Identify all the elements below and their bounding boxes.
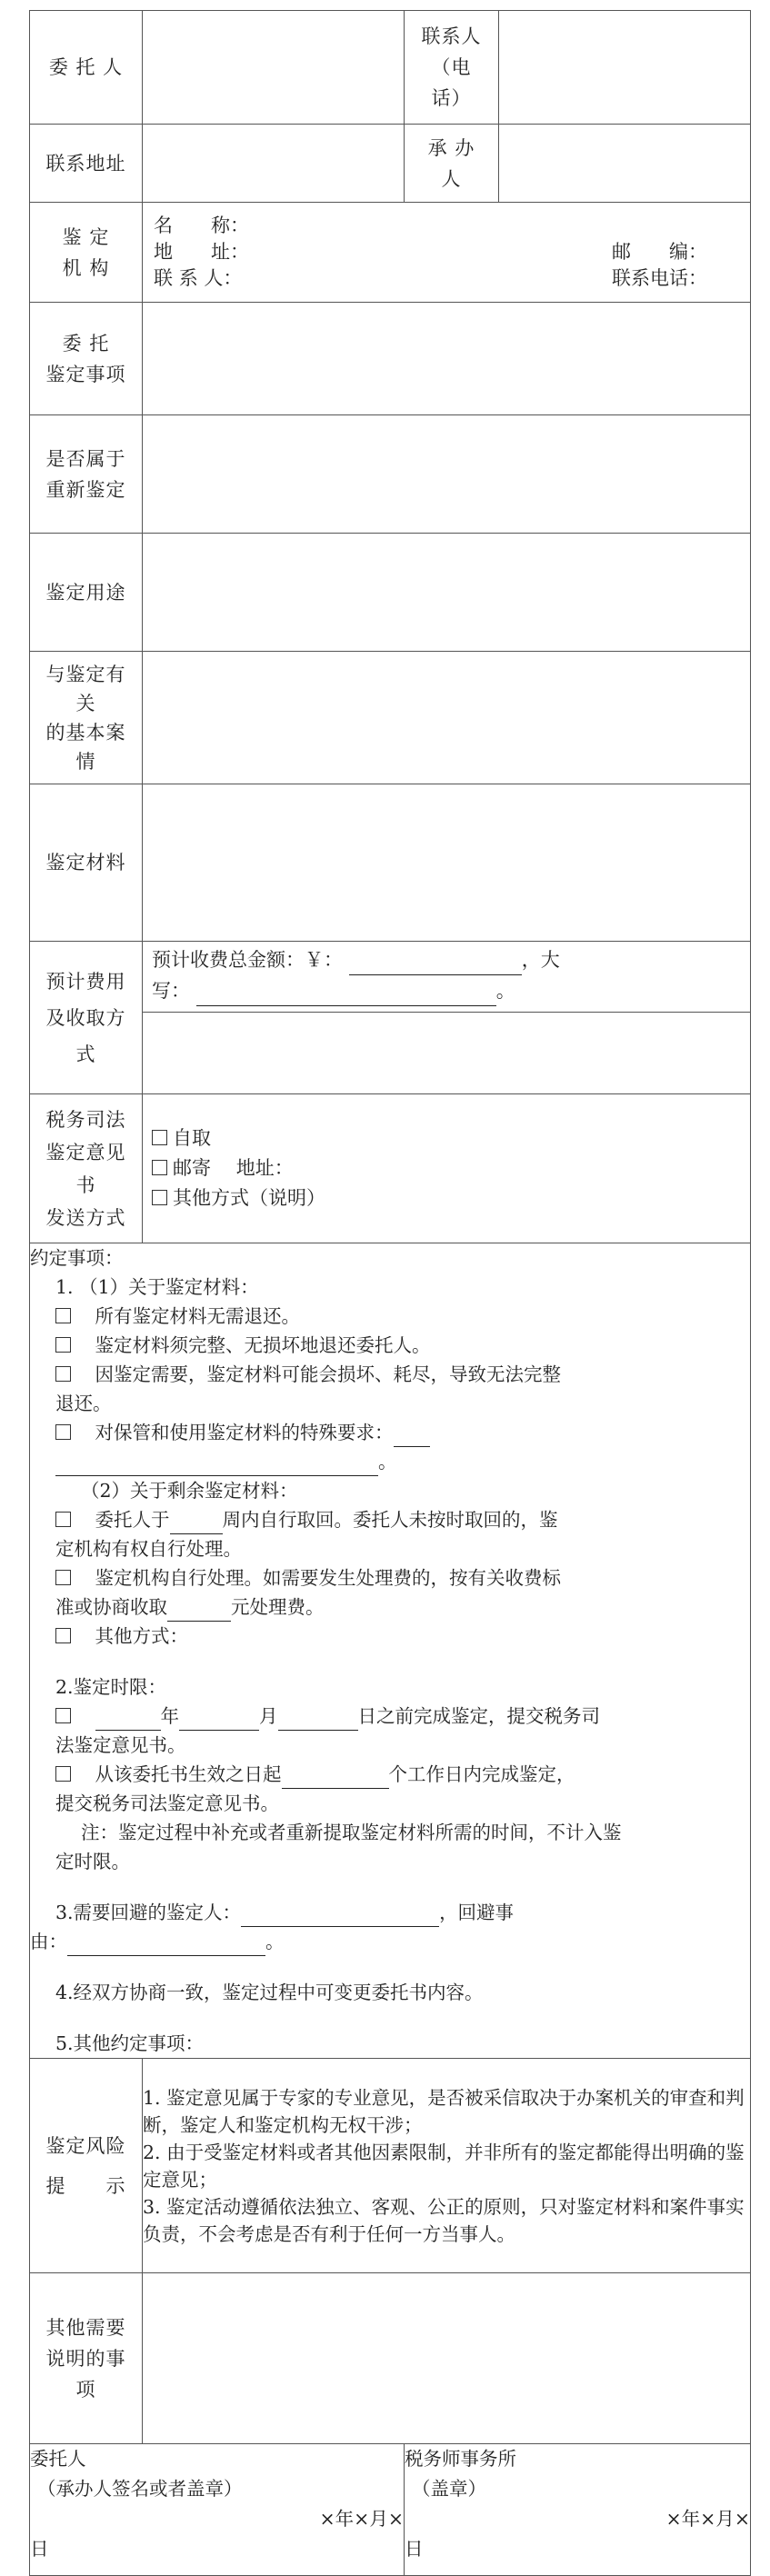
client-field[interactable] — [143, 11, 405, 125]
checkbox[interactable] — [55, 1308, 71, 1323]
deadline-year-field[interactable] — [95, 1708, 161, 1731]
delivery-option-other[interactable]: 其他方式（说明） — [152, 1183, 741, 1213]
signature-row — [30, 2444, 751, 2576]
agreement-row — [30, 1243, 751, 2059]
org-contact: 联 系 人： — [154, 267, 243, 289]
client-row — [30, 11, 751, 125]
fee-amount-field[interactable] — [349, 953, 522, 975]
purpose-label: 鉴定用途 — [30, 534, 143, 652]
org-label: 鉴 定 机 构 — [30, 203, 143, 303]
deadline-day-field[interactable] — [278, 1708, 358, 1731]
address-row — [30, 125, 751, 203]
org-phone: 联系电话： — [612, 267, 708, 289]
delivery-option-mail[interactable]: 邮寄 地址： — [152, 1153, 741, 1183]
handler-field[interactable] — [499, 125, 751, 203]
firm-signature: 税务师事务所 （盖章） ×年×月× 日 — [405, 2444, 751, 2576]
agreement-title: 约定事项： — [30, 1247, 124, 1269]
special-requirement-field-2[interactable] — [55, 1453, 378, 1476]
org-row — [30, 203, 751, 303]
other-notes-row — [30, 2273, 751, 2444]
contact-label: 联系人 （电 话） — [405, 11, 499, 125]
entrustment-form — [29, 10, 751, 2576]
org-postcode: 邮 编： — [612, 241, 708, 263]
checkbox[interactable] — [152, 1190, 167, 1205]
org-address: 地 址： — [154, 241, 250, 263]
agreement-section: 约定事项： 1. （1）关于鉴定材料： 所有鉴定材料无需退还。 鉴定材料须完整、无损坏地退还委托人。 因鉴定需要，鉴定材料可能会损坏、耗尽，导致无法完整 退还。 对保管和使用鉴定材料的特殊要求： 。 （2）关于剩余鉴定材料： 委托人于 周内自行取回。委托人未按时取回的，鉴 定机构有权自行处理。 鉴定机构自行处理。如需要发生处理费的，按有关收费标 准或协商收取 元处理费。 其他方式： 2.鉴定时限： 年 月 日之前完成鉴定，提交税务司 法鉴定意见书。 从该委托书生效之日起 个工作日内完成鉴定， 提交税务司法鉴定意见书。 注：鉴定过程中补充或者重新提取鉴定材料所需的时间，不计入鉴 定时限。 3.需要回避的鉴定人： ，回避事 由： 。 4.经双方协商一致，鉴定过程中可变更委托书内容。 5.其他约定事项： — [30, 1243, 751, 2059]
risk-row — [30, 2059, 751, 2273]
checkbox[interactable] — [55, 1708, 71, 1723]
address-field[interactable] — [143, 125, 405, 203]
entrusted-matter-field[interactable] — [143, 303, 751, 415]
checkbox[interactable] — [152, 1160, 167, 1175]
checkbox[interactable] — [55, 1512, 71, 1527]
case-info-label: 与鉴定有 关 的基本案 情 — [30, 652, 143, 784]
checkbox[interactable] — [55, 1366, 71, 1382]
risk-label: 鉴定风险 提 示 — [30, 2059, 143, 2273]
handler-label: 承 办 人 — [405, 125, 499, 203]
address-label: 联系地址 — [30, 125, 143, 203]
delivery-label: 税务司法 鉴定意见 书 发送方式 — [30, 1094, 143, 1243]
delivery-options — [143, 1094, 751, 1243]
client-label: 委 托 人 — [30, 11, 143, 125]
other-notes-field[interactable] — [143, 2273, 751, 2444]
client-signature: 委托人 （承办人签名或者盖章） ×年×月× 日 — [30, 2444, 405, 2576]
delivery-option-pickup[interactable]: 自取 — [152, 1123, 741, 1153]
re-appraisal-row — [30, 415, 751, 534]
purpose-field[interactable] — [143, 534, 751, 652]
checkbox[interactable] — [55, 1424, 71, 1440]
fee-label: 预计费用 及收取方 式 — [30, 942, 143, 1094]
purpose-row — [30, 534, 751, 652]
disposal-fee-field[interactable] — [167, 1599, 231, 1622]
fee-method-field[interactable] — [143, 1013, 751, 1094]
materials-label: 鉴定材料 — [30, 784, 143, 942]
case-info-field[interactable] — [143, 652, 751, 784]
checkbox[interactable] — [55, 1628, 71, 1643]
delivery-row — [30, 1094, 751, 1243]
pickup-weeks-field[interactable] — [170, 1512, 223, 1534]
special-requirement-field[interactable] — [394, 1424, 430, 1447]
case-info-row — [30, 652, 751, 784]
fee-amount-words-field[interactable] — [196, 983, 496, 1006]
checkbox[interactable] — [152, 1130, 167, 1145]
entrusted-matter-label: 委 托 鉴定事项 — [30, 303, 143, 415]
checkbox[interactable] — [55, 1570, 71, 1585]
re-appraisal-field[interactable] — [143, 415, 751, 534]
re-appraisal-label: 是否属于 重新鉴定 — [30, 415, 143, 534]
materials-field[interactable] — [143, 784, 751, 942]
fee-estimate: 预计收费总金额：￥： ，大 写： 。 — [143, 942, 751, 1013]
avoid-appraiser-field[interactable] — [241, 1904, 439, 1927]
fee-row — [30, 942, 751, 1013]
working-days-field[interactable] — [282, 1766, 389, 1789]
checkbox[interactable] — [55, 1766, 71, 1782]
risk-notes: 1. 鉴定意见属于专家的专业意见，是否被采信取决于办案机关的审查和判断，鉴定人和鉴定机构无权干涉； 2. 由于受鉴定材料或者其他因素限制，并非所有的鉴定都能得出明确的鉴定意见； 3. 鉴定活动遵循依法独立、客观、公正的原则，只对鉴定材料和案件事实负责，不会考虑是否有利于任何一方当事人。 — [143, 2059, 751, 2273]
contact-field[interactable] — [499, 11, 751, 125]
deadline-month-field[interactable] — [179, 1708, 259, 1731]
entrusted-matter-row — [30, 303, 751, 415]
materials-row — [30, 784, 751, 942]
other-notes-label: 其他需要 说明的事 项 — [30, 2273, 143, 2444]
org-name: 名 称： — [154, 215, 250, 236]
avoid-reason-field[interactable] — [67, 1933, 265, 1956]
checkbox[interactable] — [55, 1337, 71, 1353]
org-info — [143, 203, 751, 303]
